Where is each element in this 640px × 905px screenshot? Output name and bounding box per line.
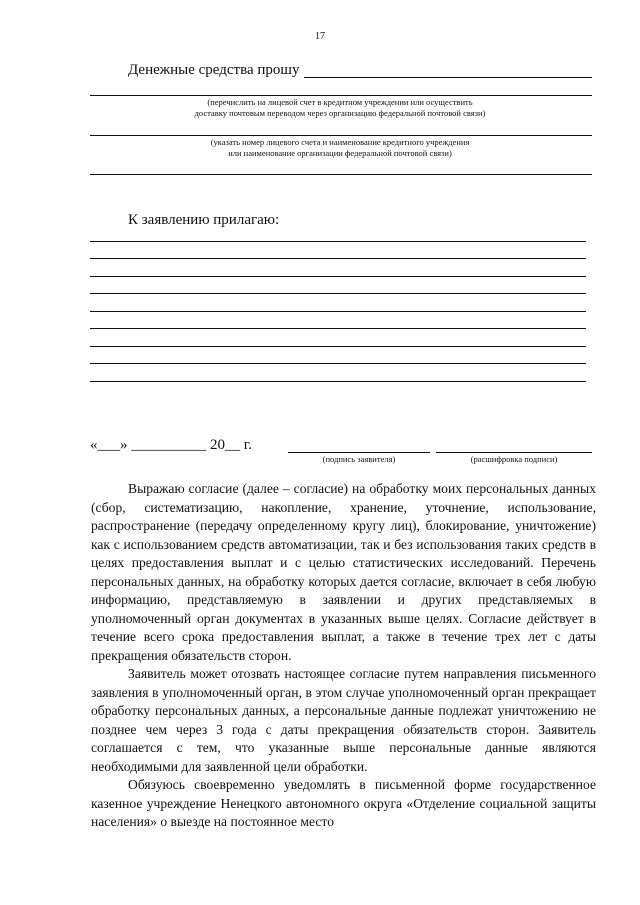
date-field[interactable] — [90, 437, 252, 454]
consent-paragraph-1: Выражаю согласие (далее – согласие) на обработку моих персональных данных (сбор, систематизацию, накопление, хранение, уточнение, использование, распространение (передачу определенному кругу лиц), блокирование, уничтожение) как с использованием средств автоматизации, так и без использования таких средств в целях предоставления выплат и с целью статистических исследований. Перечень персональных данных, на обработку которых дается согласие, включает в себя любую информацию, представляемую в заявлении и других представляемых в уполномоченный орган документах в указанных выше целях. Согласие действует в течение всего срока предоставления выплат, а также в течение трех лет с даты прекращения обязательств сторон. — [91, 481, 596, 663]
year-blank[interactable]: __ — [225, 437, 240, 453]
caption-text: (указать номер лицевого счета и наименование кредитного учреждения — [210, 137, 470, 147]
request-blank-line[interactable] — [304, 77, 592, 78]
consent-paragraph-2: Заявитель может отозвать настоящее согласие путем направления письменного заявления в уполномоченный орган, в этом случае уполномоченный орган прекращает обработку персональных данных, а персональные данные подлежат уничтожению не позднее чем через 3 года с даты прекращения обязательств сторон. Заявитель соглашается с тем, что указанные выше персональные данные являются необходимыми для заявленной цели обработки. — [91, 666, 596, 774]
consent-paragraph-3: Обязуюсь своевременно уведомлять в письменной форме государственное казенное учреждение Ненецкого автономного округа «Отделение социальной защиты населения» о выезде на постоянное место — [91, 777, 596, 829]
close-quote: » — [120, 437, 128, 453]
caption-text: (перечислить на лицевой счет в кредитном учреждении или осуществить — [207, 97, 473, 107]
signature-caption: (подпись заявителя) — [322, 454, 396, 464]
attachments-label: К заявлению прилагаю: — [128, 212, 280, 228]
attachment-line[interactable] — [90, 293, 586, 294]
request-caption-1 — [90, 97, 590, 119]
consent-text — [91, 480, 596, 832]
attachment-line[interactable] — [90, 276, 586, 277]
attachment-line[interactable] — [90, 311, 586, 312]
attachment-line[interactable] — [90, 346, 586, 347]
open-quote: « — [90, 437, 98, 453]
year-suffix: г. — [243, 437, 252, 453]
transcript-line[interactable] — [436, 452, 592, 453]
attachment-line[interactable] — [90, 328, 586, 329]
attachment-line[interactable] — [90, 363, 586, 364]
year-prefix: 20 — [210, 437, 225, 453]
attachment-line[interactable] — [90, 241, 586, 242]
attachment-line[interactable] — [90, 381, 586, 382]
account-blank-line-2[interactable] — [90, 174, 592, 175]
caption-text: доставку почтовым переводом через организацию федеральной почтовой связи) — [194, 108, 486, 118]
caption-text: или наименование организации федеральной почтовой связи) — [228, 148, 452, 158]
request-caption-2 — [90, 137, 590, 159]
month-blank[interactable]: __________ — [131, 437, 207, 453]
transcript-caption: (расшифровка подписи) — [470, 454, 558, 464]
request-label: Денежные средства прошу — [128, 62, 300, 78]
attachment-line[interactable] — [90, 258, 586, 259]
day-blank[interactable]: ___ — [97, 437, 120, 453]
account-blank-line[interactable] — [90, 135, 592, 136]
page-number: 17 — [315, 31, 325, 42]
request-blank-line-2[interactable] — [90, 95, 592, 96]
signature-line[interactable] — [288, 452, 430, 453]
